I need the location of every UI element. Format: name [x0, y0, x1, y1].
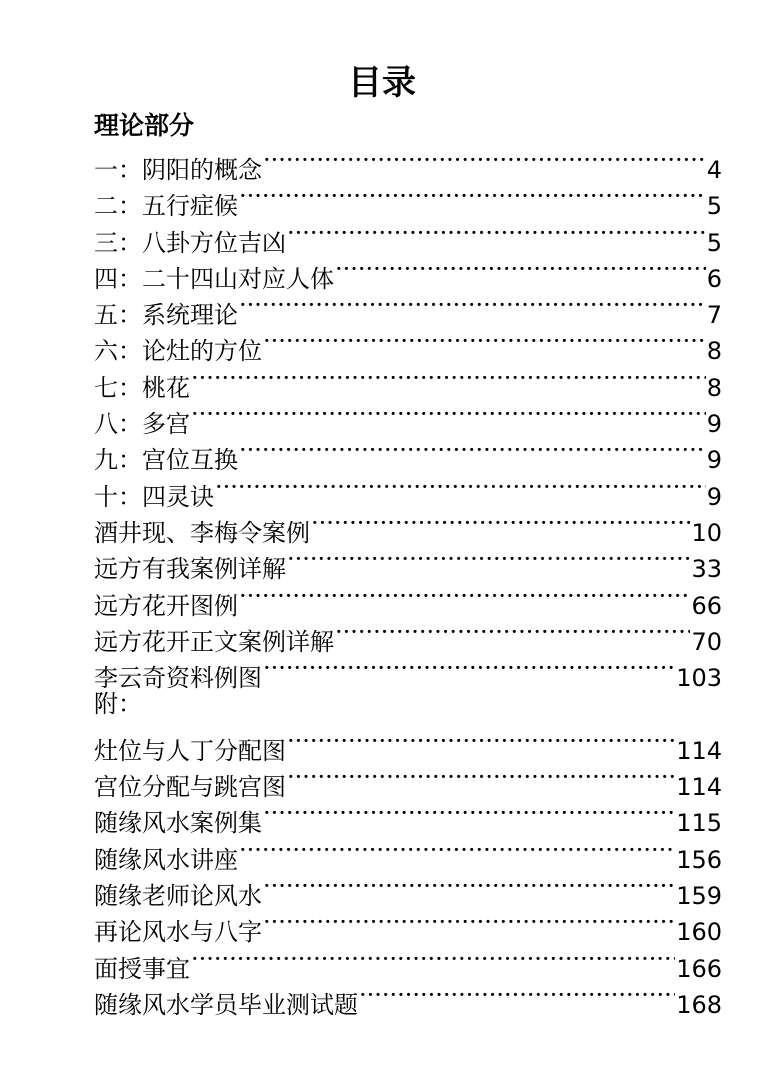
- toc-entry-page: 7: [706, 301, 722, 330]
- toc-entry: [94, 142, 722, 184]
- toc-entry-label: 四：二十四山对应人体: [94, 264, 334, 293]
- dot-leader: [335, 614, 690, 650]
- toc-entry-page: 8: [706, 337, 722, 366]
- toc-entry-page: 114: [676, 736, 722, 765]
- dot-leader: [263, 904, 675, 940]
- dot-leader: [263, 323, 706, 359]
- dot-leader: [263, 650, 675, 686]
- toc-entry-label: 远方花开正文案例详解: [94, 627, 334, 656]
- dot-leader: [239, 432, 706, 468]
- toc-entry-page: 6: [706, 264, 722, 293]
- toc-entry-page: 5: [706, 192, 722, 221]
- toc-entry-page: 160: [676, 918, 722, 947]
- toc-entry-label: 宫位分配与跳宫图: [94, 773, 286, 802]
- toc-entry-label: 远方有我案例详解: [94, 555, 286, 584]
- toc-entry-label: 六：论灶的方位: [94, 337, 262, 366]
- dot-leader: [287, 759, 675, 795]
- toc-entry-label: 九：宫位互换: [94, 446, 238, 475]
- toc-entry-page: 115: [676, 809, 722, 838]
- toc-entry-page: 10: [691, 518, 722, 547]
- toc-entry-label: 面授事宜: [94, 954, 190, 983]
- toc-entry-label: 十：四灵诀: [94, 482, 214, 511]
- toc-entry-label: 李云奇资料例图: [94, 664, 262, 693]
- toc-entry-label: 三：八卦方位吉凶: [94, 228, 286, 257]
- toc-entry-page: 159: [676, 881, 722, 910]
- toc-entry-label: 随缘风水讲座: [94, 845, 238, 874]
- dot-leader: [359, 977, 675, 1013]
- toc-entry-page: 9: [706, 482, 722, 511]
- dot-leader: [263, 868, 675, 904]
- toc-entry-page: 103: [676, 664, 722, 693]
- toc-entry-label: 随缘风水案例集: [94, 809, 262, 838]
- dot-leader: [215, 469, 706, 505]
- dot-leader: [191, 396, 706, 432]
- toc-entry: [94, 723, 722, 765]
- dot-leader: [239, 578, 690, 614]
- toc-entry-page: 70: [691, 627, 722, 656]
- toc-entry-label: 灶位与人丁分配图: [94, 736, 286, 765]
- page-title: 目录: [348, 63, 416, 103]
- toc-entry-page: 9: [706, 410, 722, 439]
- toc-entry-page: 33: [691, 555, 722, 584]
- toc-entry-label: 一：阴阳的概念: [94, 156, 262, 184]
- toc-entry-label: 七：桃花: [94, 373, 190, 402]
- toc-entry-page: 8: [706, 373, 722, 402]
- toc-entry-label: 远方花开图例: [94, 591, 238, 620]
- dot-leader: [263, 795, 675, 831]
- toc-entry-label: 随缘风水学员毕业测试题: [94, 990, 358, 1019]
- toc-entry-label: 二：五行症候: [94, 192, 238, 221]
- table-of-contents: [94, 142, 722, 1019]
- dot-leader: [287, 215, 706, 251]
- dot-leader: [239, 178, 706, 214]
- toc-entry-page: 166: [676, 954, 722, 983]
- toc-entry-page: 66: [691, 591, 722, 620]
- dot-leader: [239, 832, 675, 868]
- toc-entry-label: 八：多宫: [94, 410, 190, 439]
- toc-entry-label: 附：: [94, 690, 142, 719]
- toc-entry-label: 五：系统理论: [94, 301, 238, 330]
- dot-leader: [287, 723, 675, 759]
- toc-entry-page: 114: [676, 773, 722, 802]
- dot-leader: [263, 142, 706, 178]
- dot-leader: [311, 505, 690, 541]
- dot-leader: [335, 251, 706, 287]
- dot-leader: [191, 360, 706, 396]
- toc-entry-page: 9: [706, 446, 722, 475]
- dot-leader: [239, 287, 706, 323]
- toc-entry-label: 再论风水与八字: [94, 918, 262, 947]
- dot-leader: [287, 541, 690, 577]
- toc-entry-page: 168: [676, 990, 722, 1019]
- section-heading: 理论部分: [94, 111, 195, 140]
- dot-leader: [191, 941, 675, 977]
- toc-entry-page: 156: [676, 845, 722, 874]
- toc-entry-page: 5: [706, 228, 722, 257]
- toc-entry-label: 随缘老师论风水: [94, 881, 262, 910]
- toc-entry-label: 酒井现、李梅令案例: [94, 518, 310, 547]
- toc-entry-page: 4: [706, 156, 722, 184]
